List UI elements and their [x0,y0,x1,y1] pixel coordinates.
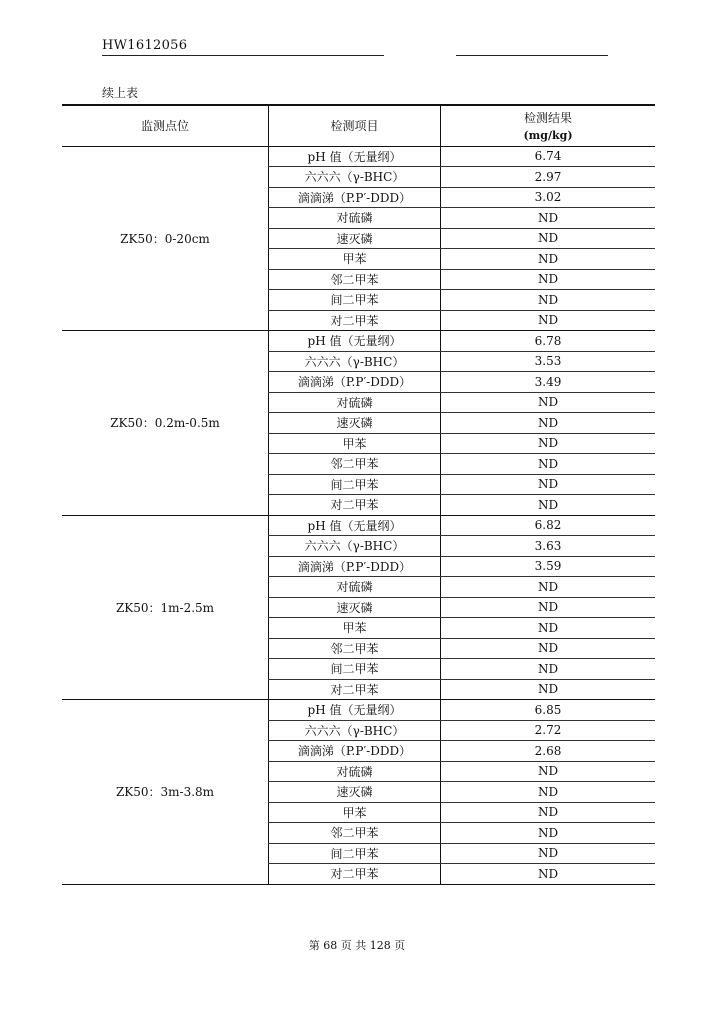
result-cell: ND [441,290,656,311]
item-cell: 间二甲苯 [269,290,441,311]
site-cell: ZK50：1m-2.5m [62,515,269,700]
header-rule-right [456,55,608,56]
result-cell: ND [441,802,656,823]
result-cell: ND [441,823,656,844]
result-cell: ND [441,638,656,659]
site-cell: ZK50：0.2m-0.5m [62,331,269,516]
item-cell: 邻二甲苯 [269,638,441,659]
result-cell: ND [441,310,656,331]
result-cell: ND [441,392,656,413]
item-cell: 对硫磷 [269,577,441,598]
item-cell: 六六六（γ-BHC） [269,167,441,188]
header-item: 检测项目 [269,105,441,146]
result-cell: 3.59 [441,556,656,577]
result-cell: ND [441,249,656,270]
site-cell: ZK50：0-20cm [62,146,269,331]
result-cell: ND [441,228,656,249]
result-cell: 6.74 [441,146,656,167]
item-cell: 对二甲苯 [269,495,441,516]
header-rule-left [102,55,384,56]
table-header-row [62,105,655,146]
item-cell: 甲苯 [269,802,441,823]
item-cell: pH 值（无量纲） [269,515,441,536]
table-continued-caption: 续上表 [102,86,139,100]
item-cell: 六六六（γ-BHC） [269,351,441,372]
item-cell: 滴滴涕（P.P′-DDD） [269,741,441,762]
item-cell: 速灭磷 [269,597,441,618]
result-cell: ND [441,761,656,782]
item-cell: 对硫磷 [269,208,441,229]
item-cell: 速灭磷 [269,228,441,249]
item-cell: pH 值（无量纲） [269,146,441,167]
header-result-unit: (mg/kg) [523,129,573,143]
item-cell: 六六六（γ-BHC） [269,720,441,741]
header-result-label: 检测结果 [523,111,572,126]
item-cell: 对二甲苯 [269,310,441,331]
item-cell: 邻二甲苯 [269,269,441,290]
item-cell: 邻二甲苯 [269,454,441,475]
item-cell: 滴滴涕（P.P′-DDD） [269,187,441,208]
result-cell: 3.02 [441,187,656,208]
result-cell: ND [441,577,656,598]
item-cell: pH 值（无量纲） [269,700,441,721]
item-cell: 速灭磷 [269,413,441,434]
result-cell: ND [441,474,656,495]
result-cell: 2.68 [441,741,656,762]
document-id: HW1612056 [102,38,188,53]
result-cell: ND [441,413,656,434]
page-number: 第 68 页 共 128 页 [308,939,406,952]
item-cell: 甲苯 [269,249,441,270]
header-site: 监测点位 [62,105,269,146]
result-cell: ND [441,495,656,516]
result-cell: 2.97 [441,167,656,188]
item-cell: 间二甲苯 [269,659,441,680]
result-cell: ND [441,782,656,803]
table-row [62,331,655,352]
result-cell: 3.63 [441,536,656,557]
header-result [441,105,656,146]
result-cell: 2.72 [441,720,656,741]
result-cell: 6.82 [441,515,656,536]
item-cell: 滴滴涕（P.P′-DDD） [269,556,441,577]
item-cell: 滴滴涕（P.P′-DDD） [269,372,441,393]
table-body [62,146,655,884]
table-row [62,146,655,167]
item-cell: pH 值（无量纲） [269,331,441,352]
item-cell: 间二甲苯 [269,843,441,864]
item-cell: 甲苯 [269,618,441,639]
result-cell: ND [441,864,656,885]
result-cell: ND [441,843,656,864]
result-cell: ND [441,679,656,700]
result-cell: 3.49 [441,372,656,393]
site-cell: ZK50：3m-3.8m [62,700,269,885]
table-row [62,515,655,536]
result-cell: ND [441,618,656,639]
table-row [62,700,655,721]
result-cell: ND [441,269,656,290]
result-cell: ND [441,433,656,454]
item-cell: 邻二甲苯 [269,823,441,844]
item-cell: 速灭磷 [269,782,441,803]
results-table [62,104,655,885]
result-cell: 3.53 [441,351,656,372]
item-cell: 六六六（γ-BHC） [269,536,441,557]
item-cell: 对硫磷 [269,392,441,413]
item-cell: 对二甲苯 [269,864,441,885]
result-cell: ND [441,659,656,680]
item-cell: 对二甲苯 [269,679,441,700]
item-cell: 甲苯 [269,433,441,454]
item-cell: 间二甲苯 [269,474,441,495]
item-cell: 对硫磷 [269,761,441,782]
result-cell: 6.78 [441,331,656,352]
result-cell: 6.85 [441,700,656,721]
result-cell: ND [441,454,656,475]
result-cell: ND [441,208,656,229]
result-cell: ND [441,597,656,618]
